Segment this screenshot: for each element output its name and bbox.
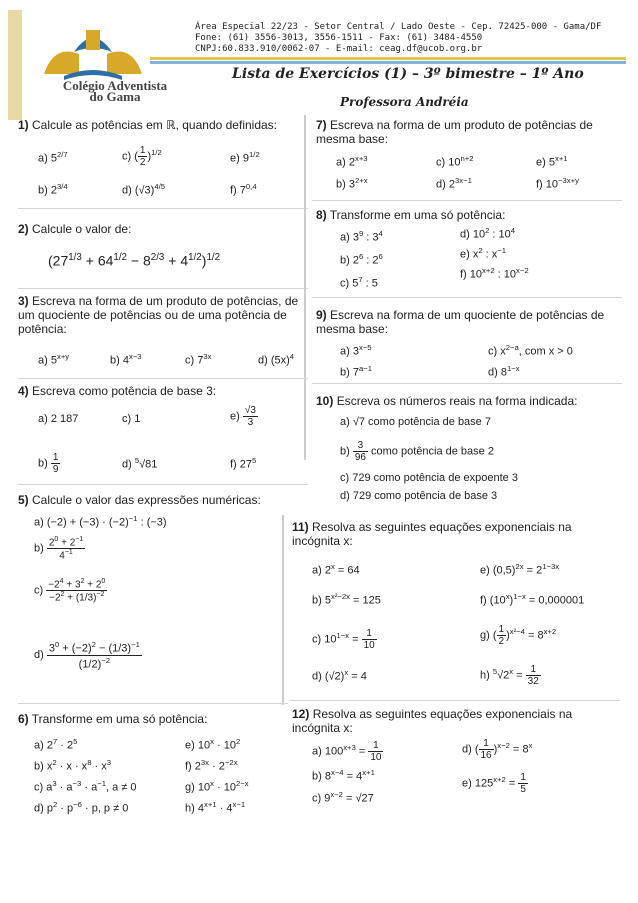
divider (18, 208, 308, 209)
teacher-name: Professora Andréia (340, 95, 469, 109)
q4-item-a: a) 2 187 (38, 413, 79, 425)
q7-item-d: d) $2^{3x-1}$ (436, 176, 472, 191)
q8-item-b: b) $2^6$ : $2^6$ (340, 252, 383, 267)
q4-item-f: f) $27^5$ (230, 456, 257, 471)
q6-item-a: a) $2^7 \cdot 2^5$ (34, 737, 78, 752)
q11-item-e: e) $(0,5)^{2x} = 2^{1-3x}$ (480, 562, 560, 577)
decorative-side-bar (8, 10, 22, 120)
divider (18, 484, 308, 485)
q9-item-b: b) $7^{a-1}$ (340, 364, 373, 379)
question-2: 2) Calcule o valor de: (18, 222, 132, 236)
question-10: 10) Escreva os números reais na forma indicada: (316, 394, 578, 408)
q1-item-f: f) 7$^{0,4}$ (230, 182, 257, 197)
question-5: 5) Calcule o valor das expressões numéricas: (18, 493, 261, 507)
question-4: 4) Escreva como potência de base 3: (18, 384, 217, 398)
q12-item-b: b) $8^{x-4} = 4^{x+1}$ (312, 768, 375, 783)
q11-item-a: a) $2^x = 64$ (312, 562, 360, 577)
q6-item-c: c) $a^3 \cdot a^{-3} \cdot a^{-1}$, a ≠ 0 (34, 779, 137, 794)
q8-item-d: d) $10^2$ : $10^4$ (460, 226, 516, 241)
q7-item-f: f) $10^{-3x+y}$ (536, 176, 579, 191)
column-divider-lower (282, 515, 284, 705)
q1-item-a: a) $5^{2/7}$ (38, 150, 68, 165)
q1-item-b: b) $2^{3/4}$ (38, 182, 68, 197)
q4-item-b: b) $\frac{1}{9}$ (38, 452, 59, 475)
q7-item-e: e) $5^{x+1}$ (536, 154, 568, 169)
phone-line: Fone: (61) 3556-3013, 3556-1511 - Fax: (61) 3484-4550 (195, 33, 483, 43)
q4-item-e: e) $\frac{√3}{3}$ (230, 405, 256, 428)
q3-item-d: d) $(5x)^4$ (258, 352, 295, 367)
q3-item-b: b) $4^{x-3}$ (110, 352, 142, 367)
divider (18, 703, 288, 704)
q9-item-a: a) $3^{x-5}$ (340, 343, 372, 358)
divider (312, 200, 622, 201)
q5-item-c: c) $\frac{-2^4 + 3^2 + 2^0}{-2^2 + (1/3)^{-2}}$ (34, 578, 106, 604)
q8-item-a: a) $3^9$ : $3^4$ (340, 229, 383, 244)
q4-item-d: d) $^5$√81 (122, 456, 158, 471)
q3-item-a: a) $5^{x+y}$ (38, 352, 70, 367)
school-logo-icon (34, 24, 152, 82)
question-1: 1) Calcule as potências em ℝ, quando definidas: (18, 118, 278, 132)
address-line: Área Especial 22/23 - Setor Central / Lado Oeste - Cep. 72425-000 - Gama/DF (195, 22, 602, 32)
q11-item-g: g) ( $\frac{1}{2}$ )$^{x^2-4} = 8^{x+2}$ (480, 624, 557, 647)
q11-item-h: h) $^5√2^x$ = $\frac{1}{32}$ (480, 664, 539, 687)
header-stripe-gold (150, 57, 626, 60)
q7-item-a: a) $2^{x+3}$ (336, 154, 368, 169)
question-3: 3) Escreva na forma de um produto de potências, de um quociente de potências ou de uma potência de potência: (18, 294, 299, 336)
q7-item-b: b) $3^{2+x}$ (336, 176, 368, 191)
question-7: 7) Escreva na forma de um produto de potências de mesma base: (316, 118, 593, 146)
q5-item-d: d) $\frac{3^0 + (-2)^2 - (1/3)^{-1}}{(1/2)^{-2}}$ (34, 640, 140, 671)
q10-item-c: c) 729 como potência de expoente 3 (340, 472, 518, 484)
question-8: 8) Transforme em uma só potência: (316, 208, 506, 222)
q12-item-a: a) $100^{x+3}$ = $\frac{1}{10}$ (312, 740, 382, 763)
q6-item-d: d) $p^2 \cdot p^{-6} \cdot p$, p ≠ 0 (34, 800, 129, 815)
header-stripe-blue (150, 61, 626, 64)
q8-item-c: c) $5^7$ : 5 (340, 275, 378, 290)
q6-item-b: b) $x^2 \cdot x \cdot x^8 \cdot x^3$ (34, 758, 112, 773)
q1-item-d: d) $(√3)^{4/5}$ (122, 182, 166, 197)
question-12: 12) Resolva as seguintes equações exponenciais na incógnita x: (292, 707, 573, 735)
q4-item-c: c) 1 (122, 413, 141, 425)
cnpj-line: CNPJ:60.833.910/0062-07 - E-mail: ceag.df@ucob.org.br (195, 44, 483, 54)
q10-item-a: a) √7 como potência de base 7 (340, 416, 491, 428)
q11-item-d: d) $(√2)^x = 4$ (312, 668, 367, 683)
q2-expression: $(27^{1/3} + 64^{1/2} - 8^{2/3} + 4^{1/2})^{1/2}$ (48, 252, 221, 269)
q12-item-c: c) $9^{x-2} = √27$ (312, 790, 374, 805)
q11-item-b: b) $5^{x^2-2x} = 125$ (312, 592, 381, 607)
q11-item-f: f) $(10^x)^{1-x} = 0,000001$ (480, 592, 585, 607)
question-9: 9) Escreva na forma de um quociente de potências de mesma base: (316, 308, 605, 336)
q1-item-c: c) ( $\frac{1}{2}$ )$^{1/2}$ (122, 145, 162, 168)
q6-item-h: h) $4^{x+1} \cdot 4^{x-1}$ (185, 800, 246, 815)
q5-item-a: a) $(-2) + (-3) \cdot (-2)^{-1}$ : (−3) (34, 514, 167, 529)
q12-item-e: e) $125^{x+2}$ = $\frac{1}{5}$ (462, 772, 526, 795)
q1-item-e: e) $9^{1/2}$ (230, 150, 260, 165)
question-11: 11) Resolva as seguintes equações exponenciais na incógnita x: (292, 520, 572, 548)
page-title: Lista de Exercícios (1) – 3º bimestre – 1º Ano (232, 66, 584, 82)
q9-item-d: d) $8^{1-x}$ (488, 364, 520, 379)
divider (312, 383, 622, 384)
q11-item-c: c) $10^{1-x}$ = $\frac{1}{10}$ (312, 628, 375, 651)
q8-item-e: e) $x^2$ : $x^{-1}$ (460, 246, 507, 261)
school-name: Colégio Adventista do Gama (62, 78, 168, 104)
q9-item-c: c) $x^{2-a}$, com x > 0 (488, 343, 573, 358)
q7-item-c: c) $10^{n+2}$ (436, 154, 474, 169)
divider (312, 297, 622, 298)
q10-item-d: d) 729 como potência de base 3 (340, 490, 498, 502)
q10-item-b: b) $\frac{3}{96}$ como potência de base 2 (340, 440, 494, 463)
question-6: 6) Transforme em uma só potência: (18, 712, 208, 726)
q6-item-e: e) $10^x \cdot 10^2$ (185, 737, 241, 752)
q12-item-d: d) ( $\frac{1}{16}$ )$^{x-2} = 8^x$ (462, 738, 533, 761)
q3-item-c: c) $7^{3x}$ (185, 352, 212, 367)
divider (18, 288, 308, 289)
divider (18, 378, 308, 379)
q5-item-b: b) $\frac{2^0 + 2^{-1}}{4^{-1}}$ (34, 536, 84, 562)
q6-item-f: f) $2^{3x} \cdot 2^{-2x}$ (185, 758, 238, 773)
q8-item-f: f) $10^{x+2}$ : $10^{x-2}$ (460, 266, 529, 281)
divider (290, 700, 620, 701)
q6-item-g: g) $10^x \cdot 10^{2-x}$ (185, 779, 249, 794)
